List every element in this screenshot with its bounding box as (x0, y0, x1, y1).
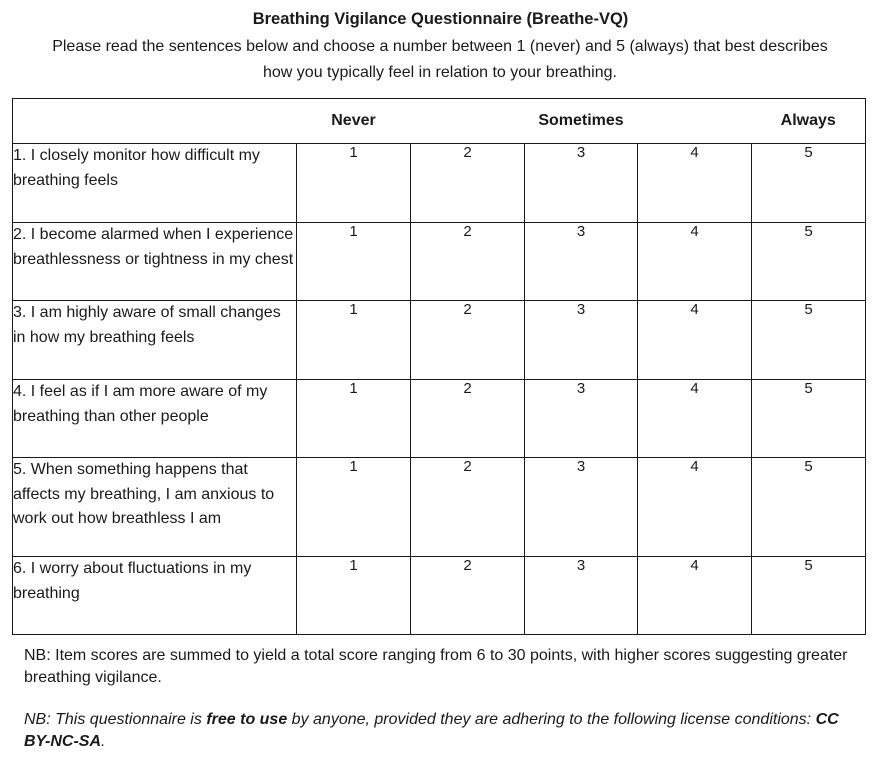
option-1[interactable]: 1 (297, 301, 411, 380)
item-row (13, 144, 866, 223)
header-never: Never (297, 99, 411, 144)
page-title: Breathing Vigilance Questionnaire (Breathe-VQ) (252, 10, 629, 28)
item-row (13, 301, 866, 380)
option-3[interactable]: 3 (525, 223, 638, 301)
option-4[interactable]: 4 (638, 301, 752, 380)
option-5[interactable]: 5 (752, 380, 866, 458)
item-text: 4. I feel as if I am more aware of my breathing than other people (13, 380, 297, 458)
header-sometimes: Sometimes (525, 99, 638, 144)
option-1[interactable]: 1 (297, 458, 411, 557)
license-name: CC BY-NC-SA (24, 711, 839, 750)
option-3[interactable]: 3 (525, 380, 638, 458)
instructions: Please read the sentences below and choose a number between 1 (never) and 5 (always) that best describes how you typically feel in relation to your breathing. (52, 38, 828, 81)
option-5[interactable]: 5 (752, 301, 866, 380)
option-5[interactable]: 5 (752, 557, 866, 635)
option-2[interactable]: 2 (411, 557, 525, 635)
item-text: 1. I closely monitor how difficult my breathing feels (13, 144, 297, 223)
option-2[interactable]: 2 (411, 223, 525, 301)
item-row (13, 557, 866, 635)
header-blank (638, 99, 752, 144)
option-1[interactable]: 1 (297, 223, 411, 301)
header-blank (411, 99, 525, 144)
item-row (13, 380, 866, 458)
option-2[interactable]: 2 (411, 144, 525, 223)
option-2[interactable]: 2 (411, 458, 525, 557)
option-3[interactable]: 3 (525, 301, 638, 380)
item-text: 6. I worry about fluctuations in my breathing (13, 557, 297, 635)
header-corner (13, 99, 297, 144)
option-5[interactable]: 5 (752, 458, 866, 557)
questionnaire-table (12, 98, 866, 635)
item-text: 5. When something happens that affects my breathing, I am anxious to work out how breathless I am (13, 458, 297, 557)
option-5[interactable]: 5 (752, 144, 866, 223)
item-row (13, 223, 866, 301)
item-text: 2. I become alarmed when I experience breathlessness or tightness in my chest (13, 223, 297, 301)
option-4[interactable]: 4 (638, 144, 752, 223)
option-2[interactable]: 2 (411, 301, 525, 380)
option-1[interactable]: 1 (297, 557, 411, 635)
option-1[interactable]: 1 (297, 144, 411, 223)
option-4[interactable]: 4 (638, 380, 752, 458)
license-note (24, 709, 869, 753)
option-4[interactable]: 4 (638, 223, 752, 301)
option-4[interactable]: 4 (638, 557, 752, 635)
header-row (13, 99, 866, 144)
scoring-note: NB: Item scores are summed to yield a total score ranging from 6 to 30 points, with higher scores suggesting greater breathing vigilance. (24, 647, 848, 686)
option-3[interactable]: 3 (525, 557, 638, 635)
license-note-end: . (101, 733, 106, 750)
license-free-to-use: free to use (206, 711, 288, 728)
license-note-middle: by anyone, provided they are adhering to the following license conditions: (287, 711, 816, 728)
header-always: Always (752, 99, 866, 144)
option-2[interactable]: 2 (411, 380, 525, 458)
option-3[interactable]: 3 (525, 458, 638, 557)
option-5[interactable]: 5 (752, 223, 866, 301)
option-3[interactable]: 3 (525, 144, 638, 223)
license-note-prefix: NB: This questionnaire is (24, 711, 207, 728)
item-row (13, 458, 866, 557)
option-4[interactable]: 4 (638, 458, 752, 557)
item-text: 3. I am highly aware of small changes in how my breathing feels (13, 301, 297, 380)
option-1[interactable]: 1 (297, 380, 411, 458)
